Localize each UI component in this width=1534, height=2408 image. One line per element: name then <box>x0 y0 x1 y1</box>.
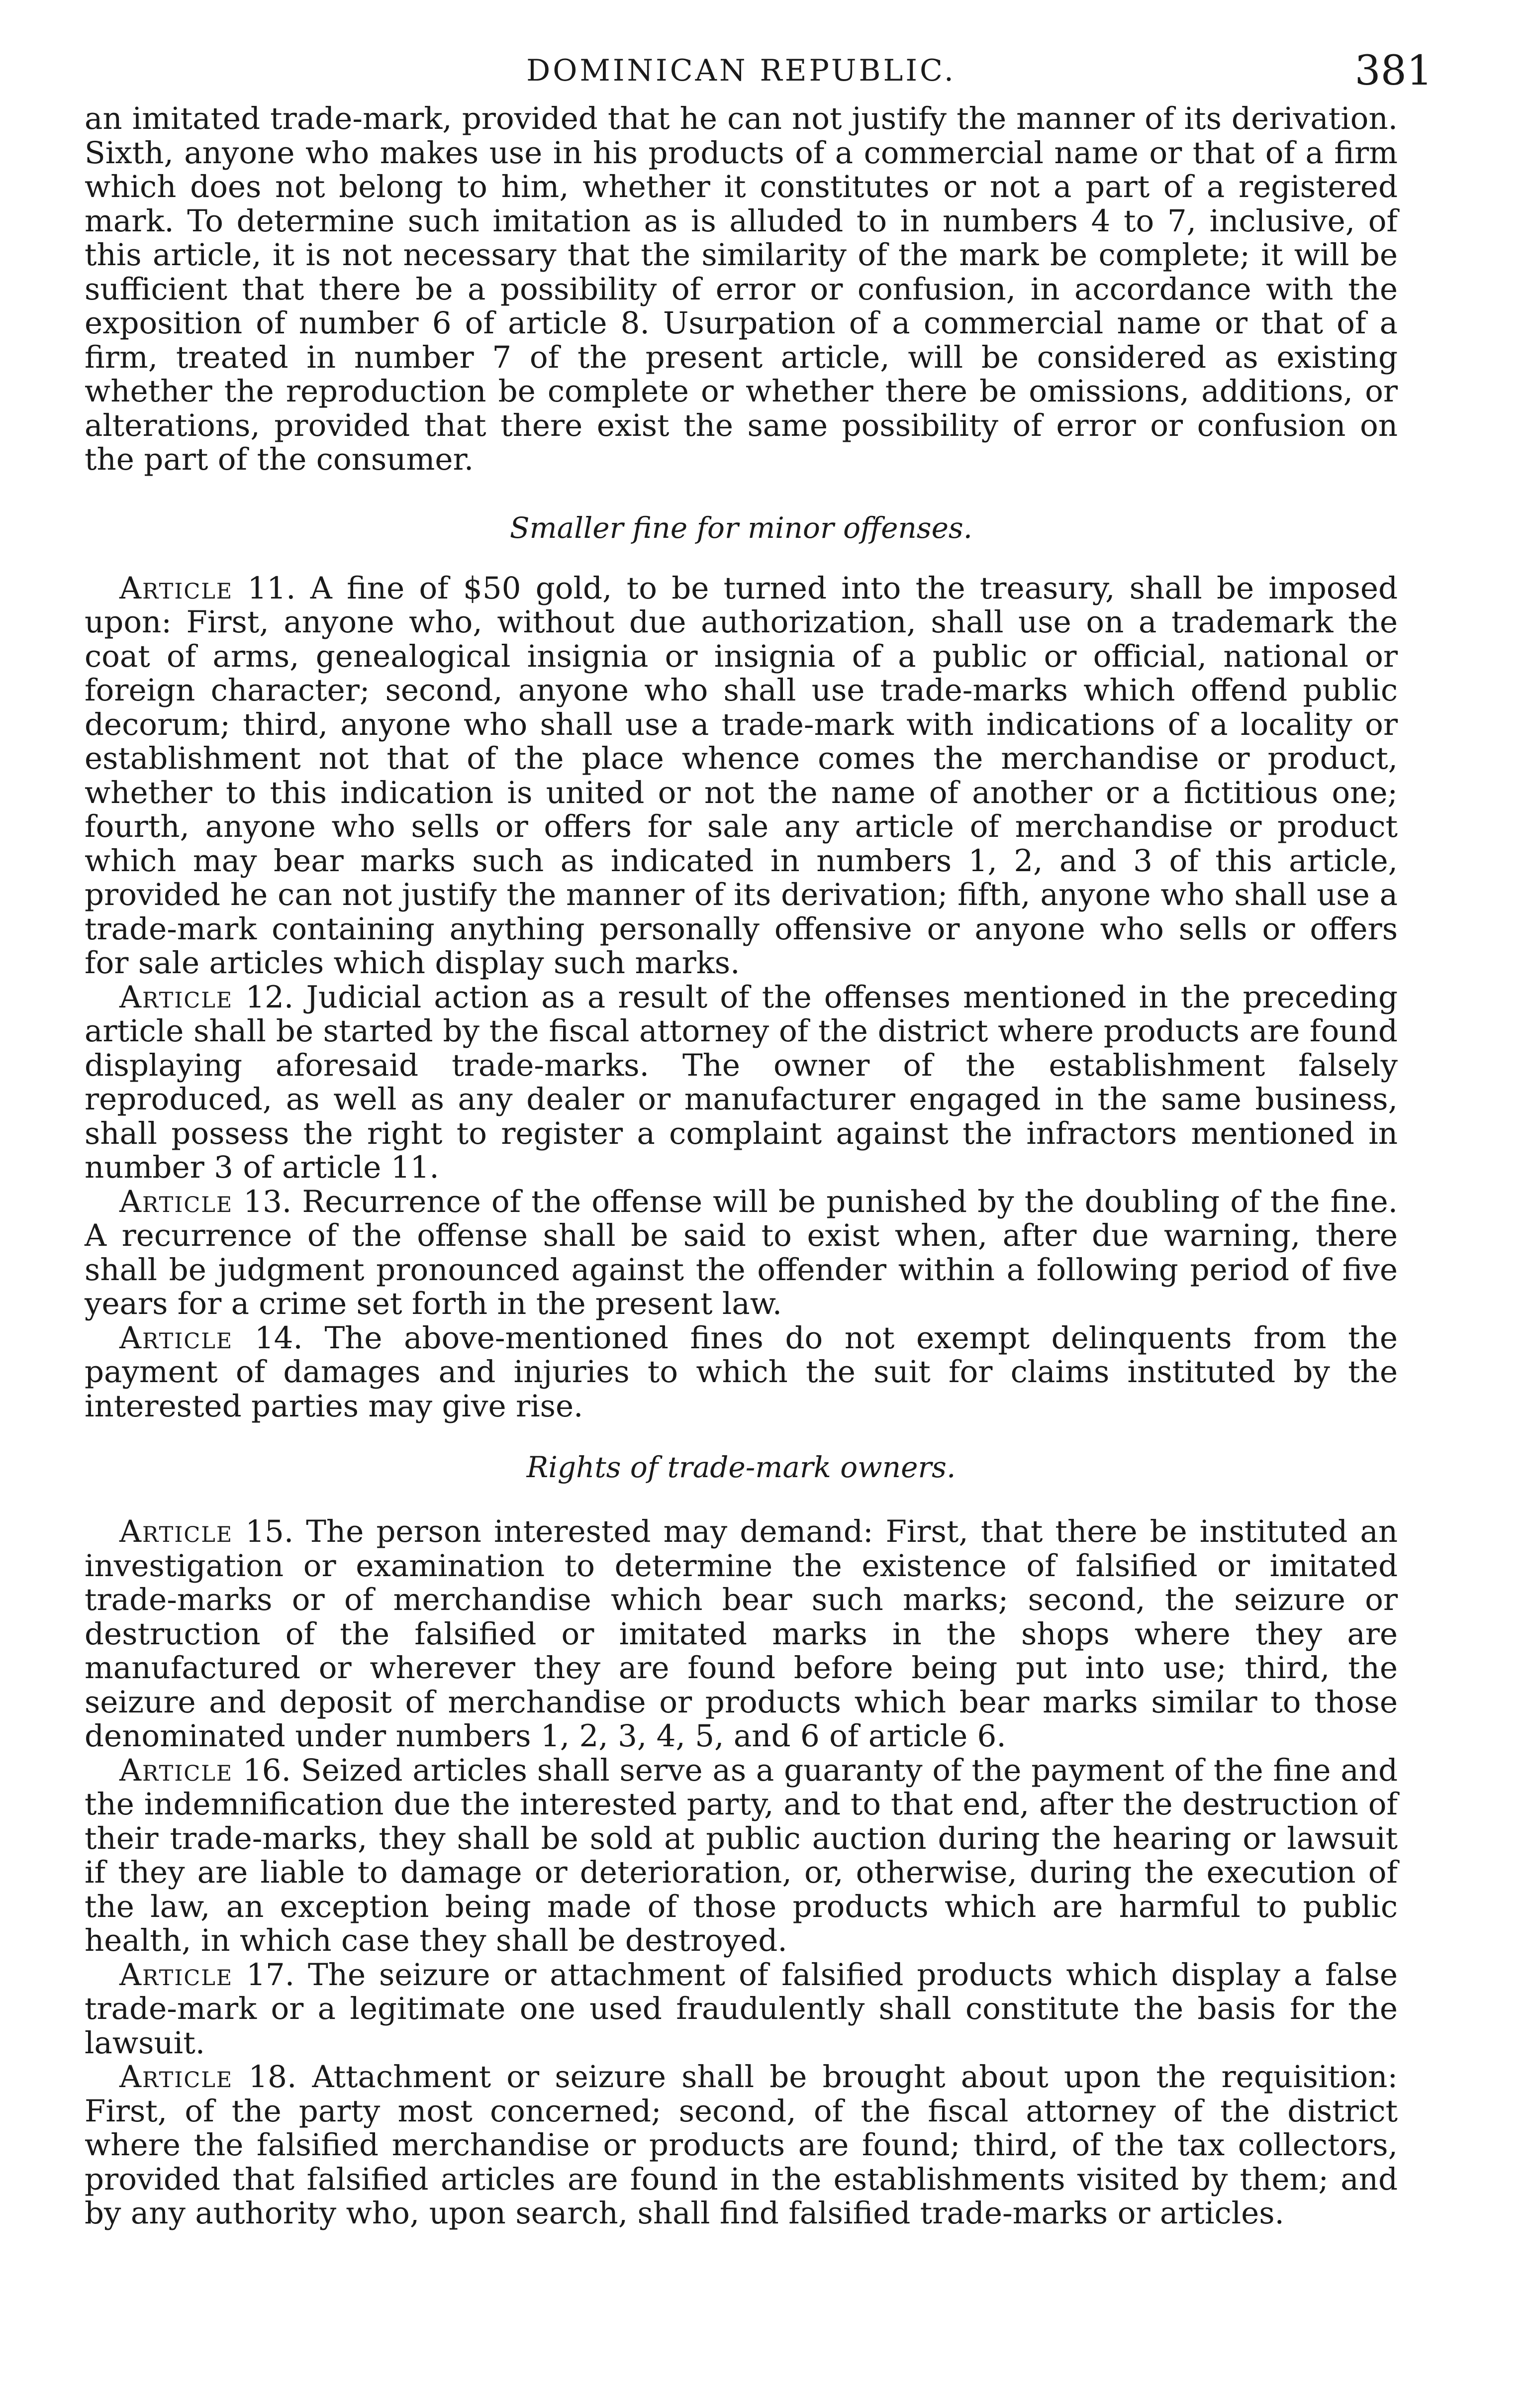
article-14 <box>85 1321 1398 1424</box>
article-number: 12. <box>245 979 294 1015</box>
article-number: 15. <box>245 1514 294 1549</box>
article-18 <box>85 2060 1398 2231</box>
document-page <box>85 47 1433 2231</box>
article-text: Recurrence of the offense will be punished by the doubling of the fine. A recurrence of the offense shall be said to exist when, after due warning, there shall be judgment pronounced against the offender within a following period of five years for a crime set forth in the present law. <box>85 1184 1398 1321</box>
article-label: Article <box>119 1184 233 1219</box>
article-13 <box>85 1185 1398 1321</box>
article-text: Judicial action as a result of the offenses mentioned in the preceding article shall be started by the fiscal attorney of the district where products are found displaying aforesaid trade-marks. The owner of the establishment falsely reproduced, as well as any dealer or manufacturer engaged in the same business, shall possess the right to register a complaint against the infractors mentioned in number 3 of article 11. <box>85 979 1398 1185</box>
article-17 <box>85 1958 1398 2061</box>
article-text: A fine of $50 gold, to be turned into the treasury, shall be imposed upon: First, anyone who, without due authorization, shall use on a trademark the coat of arms, genealogical insignia or insignia of a public or official, national or foreign character; second, anyone who shall use trade-marks which offend public decorum; third, anyone who shall use a trade-mark with indications of a locality or establishment not that of the place whence comes the merchandise or product, whether to this indication is united or not the name of another or a fictitious one; fourth, anyone who sells or offers for sale any article of merchandise or product which may bear marks such as indicated in numbers 1, 2, and 3 of this article, provided he can not justify the manner of its derivation; fifth, anyone who shall use a trade-mark containing anything personally offensive or anyone who sells or offers for sale articles which display such marks. <box>85 570 1398 981</box>
article-number: 16. <box>243 1752 291 1788</box>
article-text: The seizure or attachment of falsified products which display a false trade-mark or a legitimate one used fraudulently shall constitute the basis for the lawsuit. <box>85 1957 1398 2061</box>
article-label: Article <box>119 1514 233 1549</box>
article-label: Article <box>119 1320 233 1356</box>
article-number: 13. <box>243 1184 292 1219</box>
running-header <box>85 47 1433 102</box>
article-label: Article <box>119 1957 233 1993</box>
article-15 <box>85 1515 1398 1754</box>
article-text: The person interested may demand: First, that there be instituted an investigation or examination to determine the existence of falsified or imitated trade-marks or of merchandise which bear such marks; second, the seizure or destruction of the falsified or imitated marks in the shops where they are manufactured or wherever they are found before being put into use; third, the seizure and deposit of merchandise or products which bear marks similar to those denominated under numbers 1, 2, 3, 4, 5, and 6 of article 6. <box>85 1514 1398 1754</box>
article-label: Article <box>119 1752 233 1788</box>
article-label: Article <box>119 979 233 1015</box>
article-11 <box>85 572 1398 981</box>
article-12 <box>85 981 1398 1185</box>
article-number: 18. <box>248 2059 297 2095</box>
article-16 <box>85 1754 1398 1958</box>
article-number: 17. <box>246 1957 295 1993</box>
article-label: Article <box>119 570 233 606</box>
article-label: Article <box>119 2059 233 2095</box>
article-text: The above-mentioned fines do not exempt delinquents from the payment of damages and injuries to which the suit for claims instituted by the interested parties may give rise. <box>85 1320 1398 1424</box>
article-number: 11. <box>247 570 296 606</box>
section-heading-rights-of-owners: Rights of trade-mark owners. <box>526 1450 956 1484</box>
intro-paragraph: an imitated trade-mark, provided that he can not justify the manner of its derivation. Sixth, anyone who makes use in his products of a commercial name or that of a firm which does not belong to him, whether it constitutes or not a part of a registered mark. To determine such imitation as is alluded to in numbers 4 to 7, inclusive, of this article, it is not necessary that the similarity of the mark be complete; it will be sufficient that there be a possibility of error or confusion, in accordance with the exposition of number 6 of article 8. Usurpation of a commercial name or that of a firm, treated in number 7 of the present article, will be considered as existing whether the reproduction be complete or whether there be omissions, additions, or alterations, provided that there exist the same possibility of error or confusion on the part of the consumer. <box>85 101 1398 477</box>
page-number: 381 <box>1354 47 1433 95</box>
article-number: 14. <box>254 1320 303 1356</box>
running-title: DOMINICAN REPUBLIC. <box>526 53 956 88</box>
article-text: Attachment or seizure shall be brought about upon the requisition: First, of the party most concerned; second, of the fiscal attorney of the district where the falsified merchandise or products are found; third, of the tax collectors, provided that falsified articles are found in the establishments visited by them; and by any authority who, upon search, shall find falsified trade-marks or articles. <box>85 2059 1398 2231</box>
article-text: Seized articles shall serve as a guaranty of the payment of the fine and the indemnification due the interested party, and to that end, after the destruction of their trade-marks, they shall be sold at public auction during the hearing or lawsuit if they are liable to damage or deterioration, or, otherwise, during the execution of the law, an exception being made of those products which are harmful to public health, in which case they shall be destroyed. <box>85 1752 1398 1958</box>
section-heading-smaller-fine: Smaller fine for minor offenses. <box>509 510 973 545</box>
